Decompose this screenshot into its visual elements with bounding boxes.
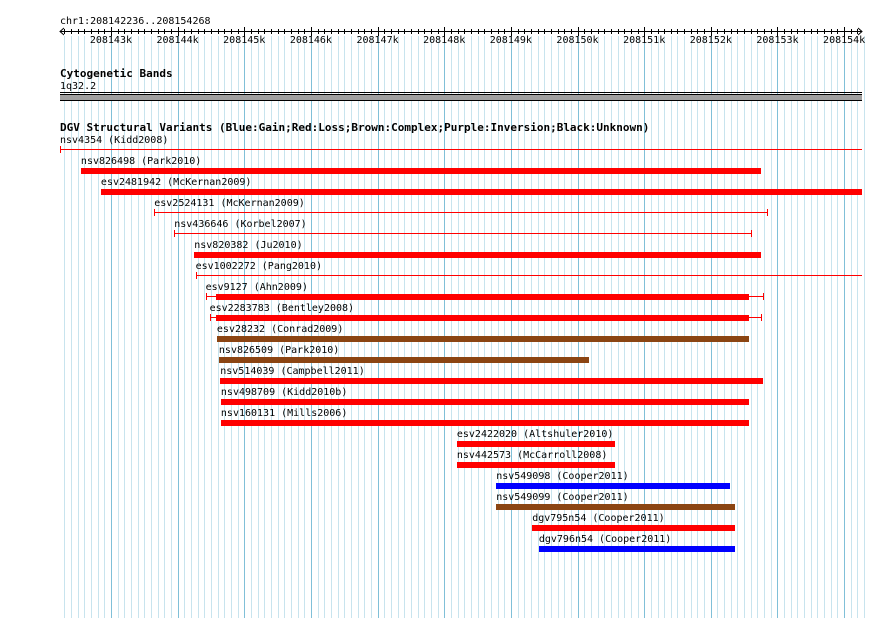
variant-bar[interactable] (216, 315, 749, 321)
ruler-tick-label: 208148k (423, 35, 466, 46)
variant-bar[interactable] (217, 336, 749, 342)
variant-bar[interactable] (101, 189, 862, 195)
variant-label[interactable]: nsv160131 (Mills2006) (220, 408, 348, 419)
variant-bar[interactable] (216, 294, 749, 300)
ruler-range-label: chr1:208142236..208154268 (60, 16, 211, 27)
variant-end-cap (763, 293, 764, 300)
cytoband-ideogram-outline (60, 92, 862, 93)
variant-bar[interactable] (221, 420, 750, 426)
ruler-tick-label: 208144k (156, 35, 199, 46)
variant-label[interactable]: nsv826509 (Park2010) (218, 345, 340, 356)
variant-end-cap (196, 272, 197, 279)
variant-end-cap (174, 230, 175, 237)
variant-label[interactable]: esv1002272 (Pang2010) (195, 261, 322, 272)
ruler-tick-label: 208152k (689, 35, 732, 46)
variant-label[interactable]: esv2481942 (McKernan2009) (100, 177, 252, 188)
variant-label[interactable]: dgv795n54 (Cooper2011) (532, 513, 665, 524)
ruler-tick-label: 208145k (223, 35, 266, 46)
variant-label[interactable]: nsv549099 (Cooper2011) (496, 492, 629, 503)
variant-end-cap (761, 314, 762, 321)
variant-bar[interactable] (496, 504, 735, 510)
variant-label[interactable]: nsv820382 (Ju2010) (194, 240, 303, 251)
variant-label[interactable]: nsv4354 (Kidd2008) (60, 135, 169, 146)
variant-bar[interactable] (220, 378, 763, 384)
variant-label[interactable]: nsv826498 (Park2010) (80, 156, 202, 167)
ruler-tick-label: 208150k (556, 35, 599, 46)
variant-bar[interactable] (194, 252, 761, 258)
variant-bar[interactable] (221, 399, 750, 405)
variant-bar[interactable] (496, 483, 730, 489)
variant-bar[interactable] (81, 168, 761, 174)
variant-label[interactable]: esv2422020 (Altshuler2010) (456, 429, 614, 440)
variant-label[interactable]: nsv514039 (Campbell2011) (220, 366, 365, 377)
variant-end-cap (60, 146, 61, 153)
variant-bar[interactable] (532, 525, 735, 531)
cytoband-ideogram-band[interactable] (60, 94, 862, 101)
variant-line[interactable] (174, 233, 751, 234)
ruler-tick-label: 208146k (289, 35, 332, 46)
variant-end-cap (767, 209, 768, 216)
variant-line[interactable] (154, 212, 767, 213)
variant-label[interactable]: esv9127 (Ahn2009) (205, 282, 308, 293)
variant-line[interactable] (196, 275, 862, 276)
ruler-tick-label: 208151k (623, 35, 666, 46)
variant-label[interactable]: nsv549098 (Cooper2011) (496, 471, 629, 482)
variant-label[interactable]: esv2283783 (Bentley2008) (209, 303, 355, 314)
variant-end-cap (210, 314, 211, 321)
ruler-tick-label: 208143k (89, 35, 132, 46)
variant-label[interactable]: nsv498709 (Kidd2010b) (220, 387, 348, 398)
variant-label[interactable]: esv2524131 (McKernan2009) (154, 198, 305, 209)
variant-line[interactable] (60, 149, 862, 150)
ruler-tick-label: 208153k (756, 35, 799, 46)
dgv-track-title: DGV Structural Variants (Blue:Gain;Red:Loss;Brown:Complex;Purple:Inversion;Black:Unknown) (60, 121, 650, 134)
variant-bar[interactable] (539, 546, 735, 552)
variant-end-cap (206, 293, 207, 300)
variant-end-cap (154, 209, 155, 216)
cytoband-label: 1q32.2 (60, 81, 97, 92)
variant-bar[interactable] (457, 441, 616, 447)
ruler-tick-label: 208147k (356, 35, 399, 46)
ruler-tick-label: 208149k (489, 35, 532, 46)
variant-label[interactable]: esv28232 (Conrad2009) (216, 324, 344, 335)
cytoband-track-title: Cytogenetic Bands (60, 67, 173, 80)
variant-bar[interactable] (457, 462, 616, 468)
variant-label[interactable]: nsv442573 (McCarroll2008) (456, 450, 608, 461)
variant-label[interactable]: dgv796n54 (Cooper2011) (538, 534, 672, 545)
ruler-tick-label: 208154k (823, 35, 866, 46)
variant-label[interactable]: nsv436646 (Korbel2007) (174, 219, 307, 230)
variant-bar[interactable] (219, 357, 589, 363)
variant-end-cap (751, 230, 752, 237)
